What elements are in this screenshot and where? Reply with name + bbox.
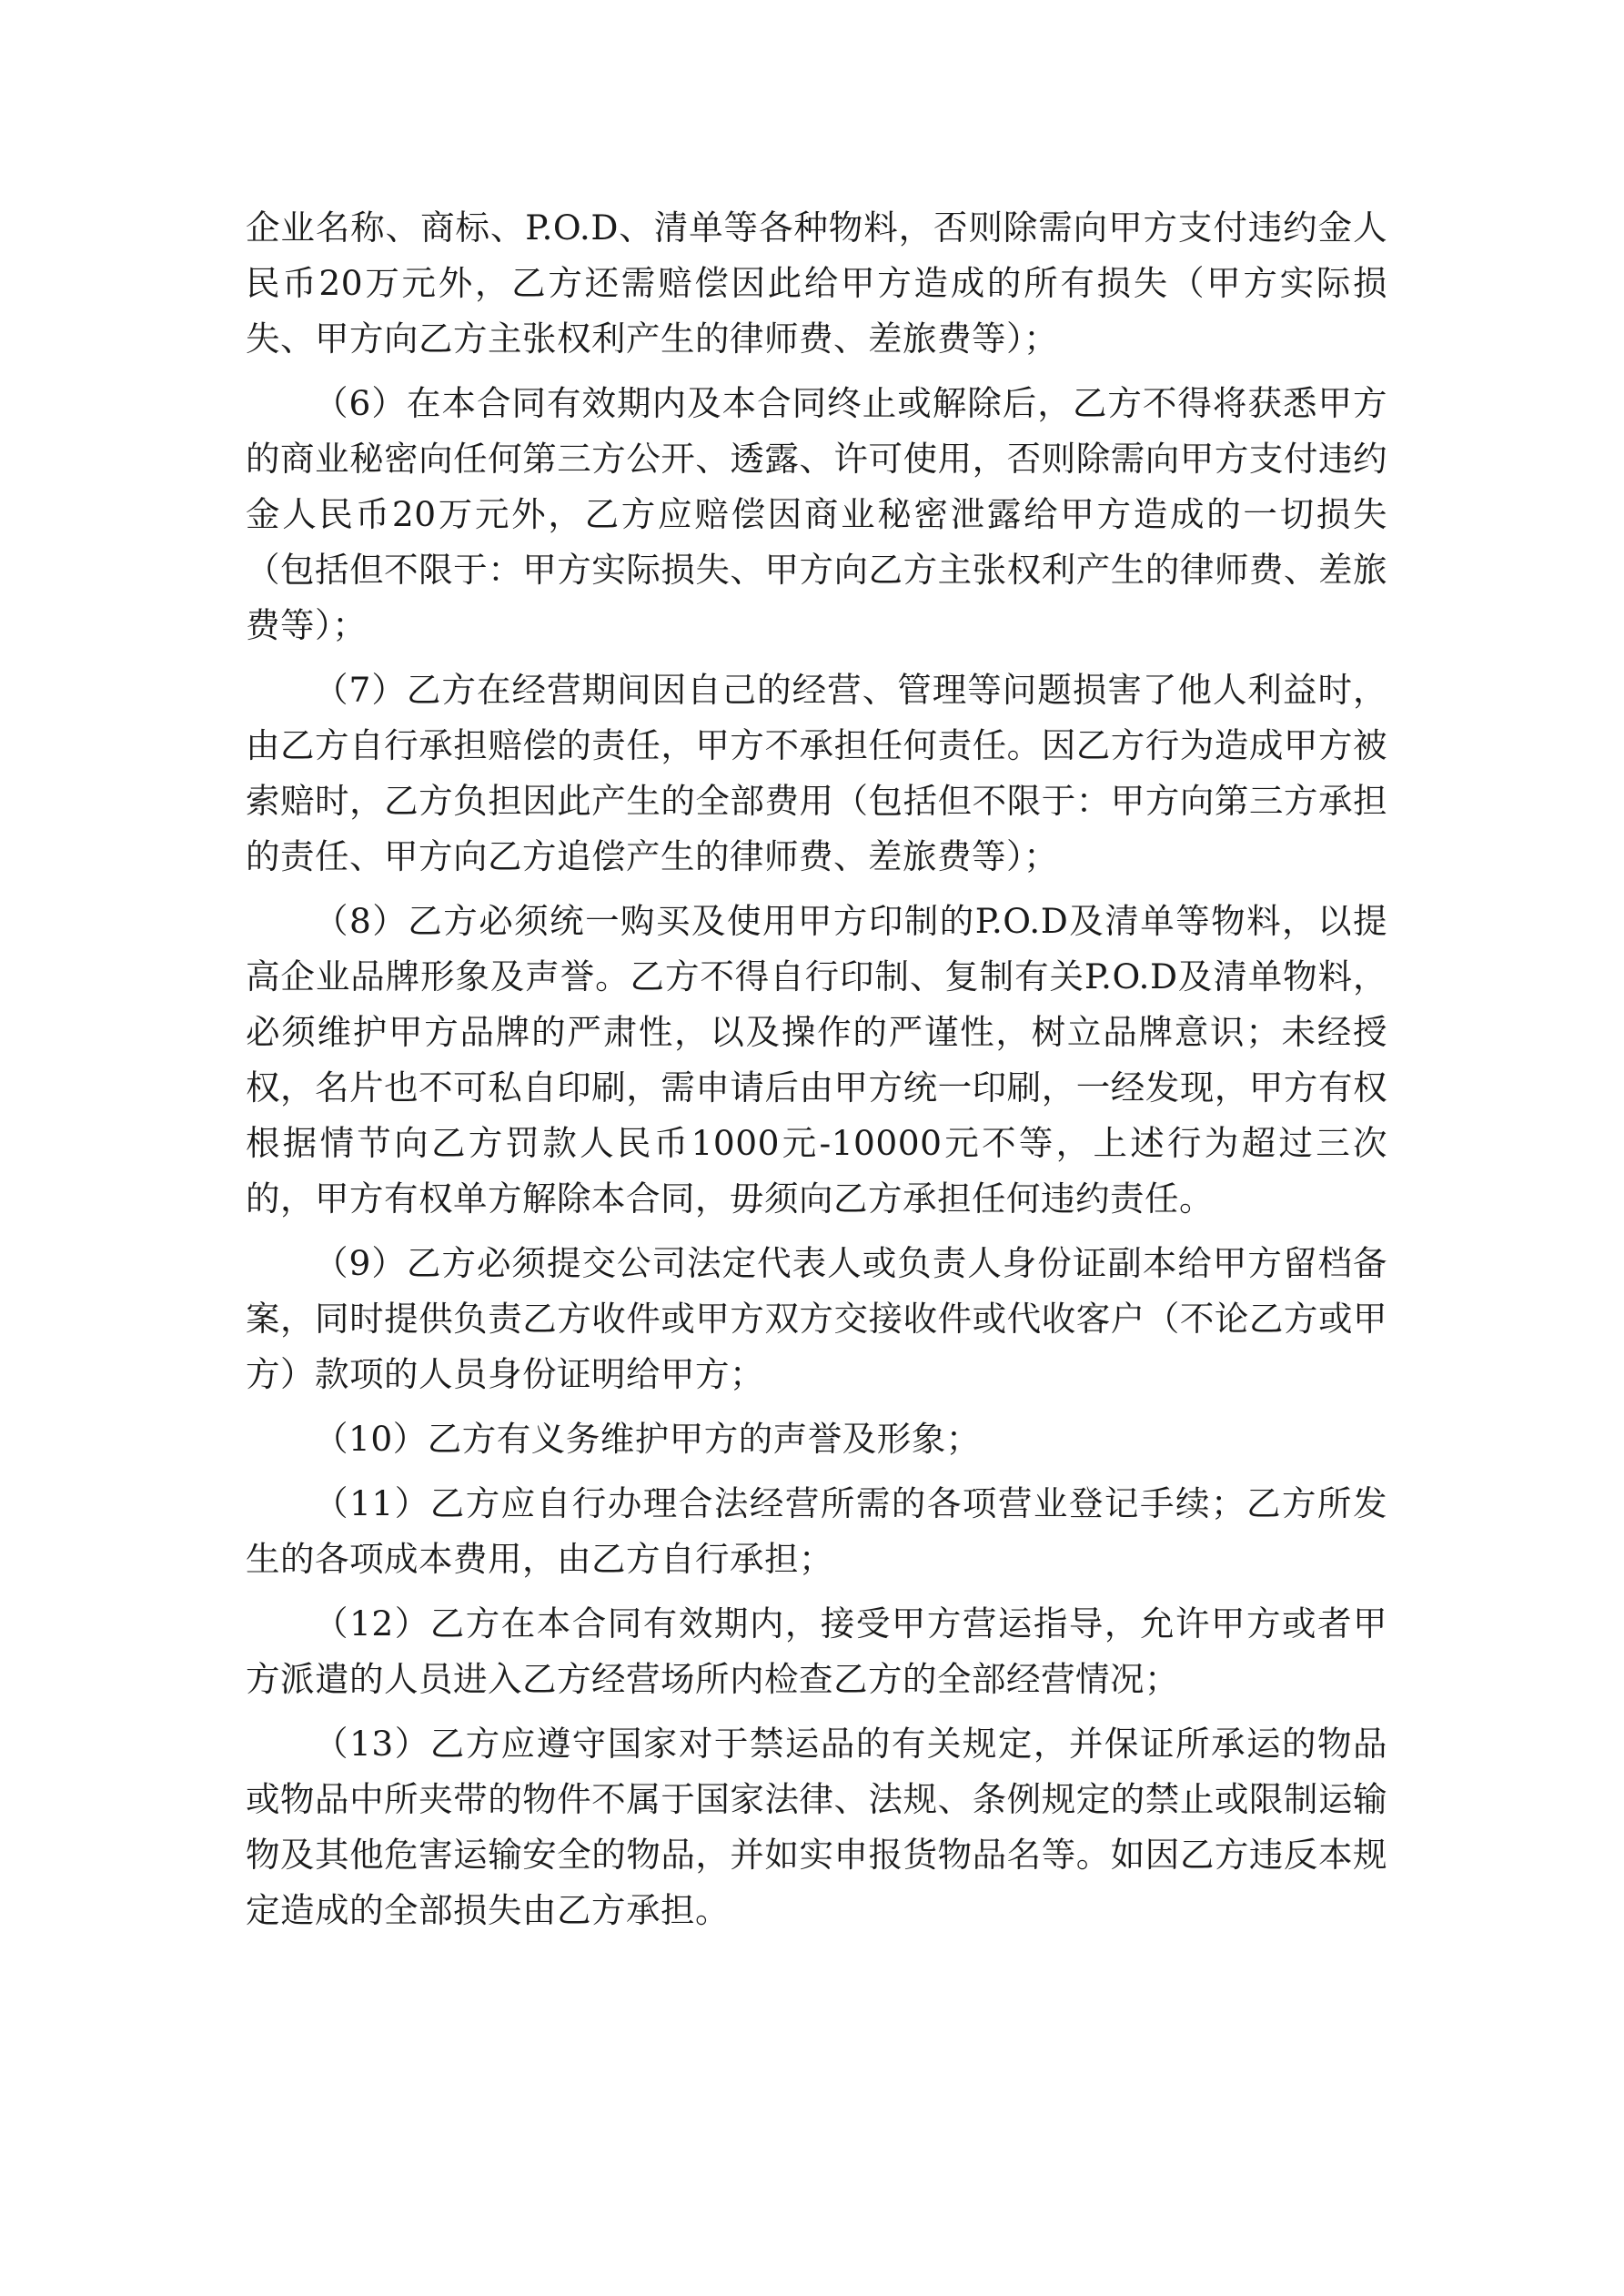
paragraph-clause-9: （9）乙方必须提交公司法定代表人或负责人身份证副本给甲方留档备案，同时提供负责乙方收件或甲方双方交接收件或代收客户（不论乙方或甲方）款项的人员身份证明给甲方；	[246, 1243, 1387, 1394]
paragraph-clause-10: （10）乙方有义务维护甲方的声誉及形象；	[314, 1419, 981, 1459]
paragraph-continuation: 企业名称、商标、P.O.D、清单等各种物料，否则除需向甲方支付违约金人民币20万元外，乙方还需赔偿因此给甲方造成的所有损失（甲方实际损失、甲方向乙方主张权利产生的律师费、差旅费等）；	[246, 207, 1387, 359]
paragraph-clause-11: （11）乙方应自行办理合法经营所需的各项营业登记手续；乙方所发生的各项成本费用，由乙方自行承担；	[246, 1483, 1387, 1579]
paragraph-clause-8: （8）乙方必须统一购买及使用甲方印制的P.O.D及清单等物料，以提高企业品牌形象及声誉。乙方不得自行印制、复制有关P.O.D及清单物料，必须维护甲方品牌的严肃性，以及操作的严谨性，树立品牌意识；未经授权，名片也不可私自印刷，需申请后由甲方统一印刷，一经发现，甲方有权根据情节向乙方罚款人民币1000元-10000元不等，上述行为超过三次的，甲方有权单方解除本合同，毋须向乙方承担任何违约责任。	[246, 901, 1387, 1219]
document-body	[246, 200, 1387, 1947]
paragraph-clause-13: （13）乙方应遵守国家对于禁运品的有关规定，并保证所承运的物品或物品中所夹带的物件不属于国家法律、法规、条例规定的禁止或限制运输物及其他危害运输安全的物品，并如实申报货物品名等。如因乙方违反本规定造成的全部损失由乙方承担。	[246, 1724, 1387, 1930]
paragraph-clause-6: （6）在本合同有效期内及本合同终止或解除后，乙方不得将获悉甲方的商业秘密向任何第三方公开、透露、许可使用，否则除需向甲方支付违约金人民币20万元外，乙方应赔偿因商业秘密泄露给甲方造成的一切损失（包括但不限于：甲方实际损失、甲方向乙方主张权利产生的律师费、差旅费等）；	[246, 383, 1387, 645]
paragraph-clause-7: （7）乙方在经营期间因自己的经营、管理等问题损害了他人利益时，由乙方自行承担赔偿的责任，甲方不承担任何责任。因乙方行为造成甲方被索赔时，乙方负担因此产生的全部费用（包括但不限于：甲方向第三方承担的责任、甲方向乙方追偿产生的律师费、差旅费等）；	[246, 670, 1387, 876]
paragraph-clause-12: （12）乙方在本合同有效期内，接受甲方营运指导，允许甲方或者甲方派遣的人员进入乙方经营场所内检查乙方的全部经营情况；	[246, 1603, 1387, 1699]
